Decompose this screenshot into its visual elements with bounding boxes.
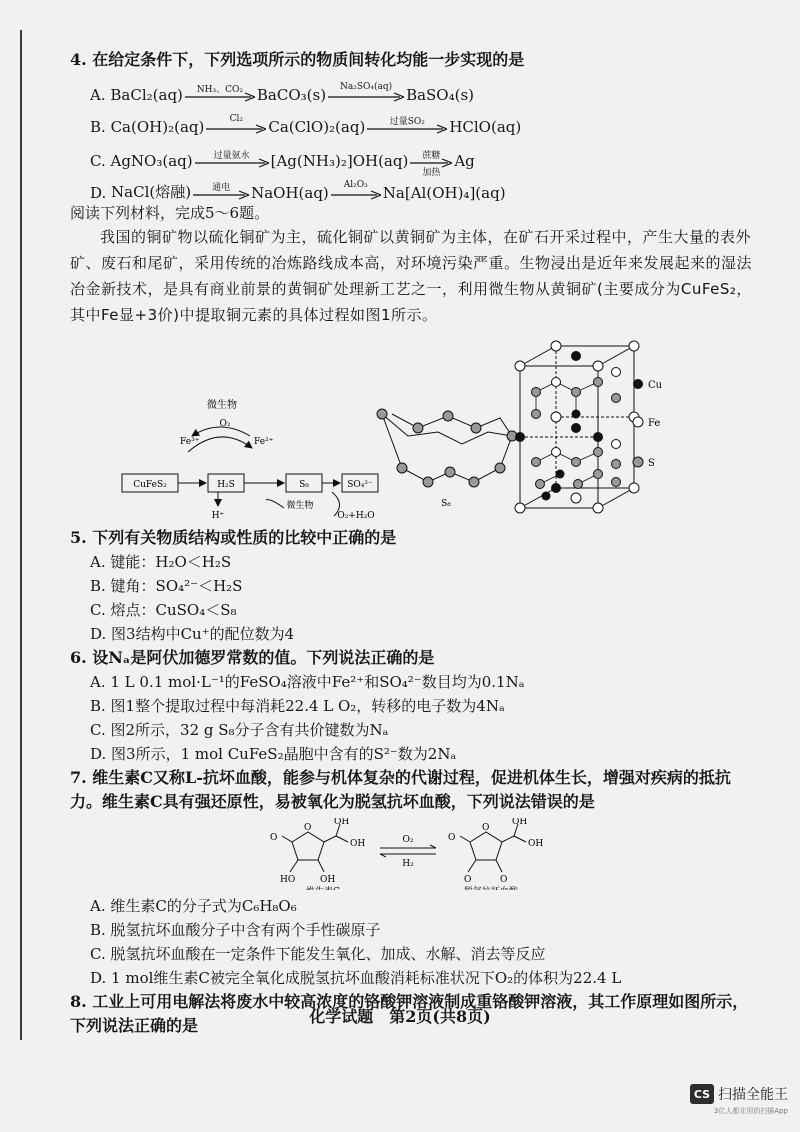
svg-text:HO: HO bbox=[280, 875, 296, 885]
exam-page bbox=[70, 48, 760, 1038]
svg-text:OH: OH bbox=[334, 818, 350, 827]
svg-text:O₂: O₂ bbox=[219, 419, 231, 429]
product: HClO(aq) bbox=[449, 118, 522, 136]
svg-text:OH: OH bbox=[350, 839, 366, 849]
reading-paragraph: 我国的铜矿物以硫化铜矿为主，硫化铜矿以黄铜矿为主体，在矿石开采过程中，产生大量的表外矿、废石和尾矿，采用传统的冶炼路线成本高，对环境污染严重。生物浸出是近年来发展起来的湿法冶金新技术，是具有商业前景的黄铜矿处理新工艺之一，利用微生物从黄铜矿(主要成分为CuFeS₂，其中Fe显+3价)中提取铜元素的具体过程如图1所示。 bbox=[70, 228, 753, 324]
page-footer: 化学试题 第2页(共8页) bbox=[309, 1007, 491, 1026]
camscanner-tagline: 3亿人都在用的扫描App bbox=[713, 1107, 788, 1115]
svg-text:SO₄²⁻: SO₄²⁻ bbox=[347, 480, 373, 490]
svg-text:O: O bbox=[304, 823, 312, 833]
svg-text:O: O bbox=[270, 833, 278, 843]
q4-option-b: B. Ca(OH)₂(aq) Cl₂ Ca(ClO)₂(aq) 过量SO₂ HClO(aq) bbox=[90, 114, 522, 136]
q5-option-b: B. 键角：SO₄²⁻＜H₂S bbox=[90, 577, 243, 595]
reactant: AgNO₃(aq) bbox=[110, 152, 193, 170]
svg-text:H₂: H₂ bbox=[402, 859, 414, 869]
svg-text:S₈: S₈ bbox=[299, 480, 309, 490]
svg-text:微生物: 微生物 bbox=[207, 400, 237, 411]
reactant: Ca(OH)₂(aq) bbox=[110, 118, 205, 136]
q4-option-d: D. NaCl(熔融) 通电 NaOH(aq) Al₂O₃ Na[Al(OH)₄](aq) bbox=[90, 180, 506, 202]
q5-option-c: C. 熔点：CuSO₄＜S₈ bbox=[90, 601, 237, 619]
figure-2-s8-ring bbox=[377, 409, 517, 509]
svg-text:CuFeS₂: CuFeS₂ bbox=[133, 480, 167, 490]
svg-text:OH: OH bbox=[528, 839, 544, 849]
figure-3-crystal-cell bbox=[515, 341, 639, 513]
q4-option-a: A. BaCl₂(aq) NH₃、CO₂ BaCO₃(s) Na₂SO₄(aq) BaSO₄(s) bbox=[90, 82, 475, 104]
vitamin-c-reaction-figure bbox=[70, 818, 760, 890]
figures-row bbox=[70, 332, 760, 522]
figure-1-flow-diagram bbox=[122, 398, 378, 521]
intermediate: BaCO₃(s) bbox=[256, 86, 327, 104]
q4-option-c: C. AgNO₃(aq) 过量氨水 [Ag(NH₃)₂]OH(aq) 蔗糖 加热 Ag bbox=[90, 151, 475, 178]
svg-text:微生物: 微生物 bbox=[286, 501, 314, 511]
q4-stem: 4. 在给定条件下，下列选项所示的物质间转化均能一步实现的是 bbox=[70, 50, 525, 69]
svg-text:Fe²⁺: Fe²⁺ bbox=[254, 437, 274, 447]
reaction-arrow: Na₂SO₄(aq) bbox=[328, 84, 404, 104]
svg-text:Fe³⁺: Fe³⁺ bbox=[180, 437, 200, 447]
vitamin-c-structure bbox=[282, 824, 348, 872]
q7-option-b: B. 脱氢抗坏血酸分子中含有两个手性碳原子 bbox=[90, 921, 381, 939]
q6-option-d: D. 图3所示，1 mol CuFeS₂晶胞中含有的S²⁻数为2Nₐ bbox=[90, 745, 457, 763]
svg-text:O: O bbox=[464, 875, 472, 885]
reaction-arrow: 通电 bbox=[193, 182, 249, 202]
product: Ag bbox=[454, 152, 475, 170]
svg-text:Fe: Fe bbox=[648, 418, 661, 429]
svg-text:O: O bbox=[500, 875, 508, 885]
svg-text:O₂+H₂O: O₂+H₂O bbox=[337, 511, 375, 521]
intermediate: NaOH(aq) bbox=[251, 184, 329, 202]
dehydroascorbic-acid-structure bbox=[460, 824, 526, 872]
q5-option-a: A. 键能：H₂O＜H₂S bbox=[90, 553, 232, 571]
reaction-arrow: 过量SO₂ bbox=[367, 116, 447, 136]
svg-text:O: O bbox=[448, 833, 456, 843]
q7-option-d: D. 1 mol维生素C被完全氧化成脱氢抗坏血酸消耗标准状况下O₂的体积为22.4 L bbox=[90, 969, 622, 987]
svg-text:OH: OH bbox=[512, 818, 528, 827]
reaction-arrow: 过量氨水 bbox=[195, 150, 269, 170]
q6-stem: 6. 设Nₐ是阿伏加德罗常数的值。下列说法正确的是 bbox=[70, 648, 435, 667]
product: Na[Al(OH)₄](aq) bbox=[382, 184, 506, 202]
svg-text:S: S bbox=[648, 458, 655, 469]
svg-text:维生素C bbox=[306, 885, 340, 890]
camscanner-logo-icon: CS bbox=[690, 1084, 714, 1104]
reactant: BaCl₂(aq) bbox=[110, 86, 183, 104]
camscanner-name: 扫描全能王 bbox=[718, 1087, 788, 1103]
page-edge-line bbox=[20, 30, 22, 1040]
q5-stem: 5. 下列有关物质结构或性质的比较中正确的是 bbox=[70, 528, 397, 547]
svg-text:H⁺: H⁺ bbox=[211, 511, 225, 521]
q7-stem: 7. 维生素C又称L-抗坏血酸，能参与机体复杂的代谢过程，促进机体生长，增强对疾病的抵抗力。维生素C具有强还原性，易被氧化为脱氢抗坏血酸，下列说法错误的是 bbox=[70, 768, 731, 811]
reaction-arrow: NH₃、CO₂ bbox=[185, 84, 255, 104]
scanner-watermark bbox=[690, 1084, 788, 1115]
vitamin-c-structures bbox=[70, 818, 760, 890]
q8-stem: 8. 工业上可用电解法将废水中较高浓度的铬酸钾溶液制成重铬酸钾溶液，其工作原理如图所示，下列说法正确的是 bbox=[70, 992, 749, 1035]
svg-text:Cu: Cu bbox=[648, 380, 663, 391]
reaction-arrow: 蔗糖 加热 bbox=[410, 150, 452, 170]
figures-svg bbox=[70, 332, 760, 522]
svg-text:脱氢抗坏血酸 bbox=[464, 885, 519, 890]
svg-text:O: O bbox=[482, 823, 490, 833]
svg-text:OH: OH bbox=[320, 875, 336, 885]
svg-text:S₈: S₈ bbox=[441, 499, 451, 509]
intermediate: [Ag(NH₃)₂]OH(aq) bbox=[270, 152, 409, 170]
reading-intro: 阅读下列材料，完成5～6题。 bbox=[70, 204, 270, 222]
product: BaSO₄(s) bbox=[406, 86, 475, 104]
figure-3-legend bbox=[633, 379, 663, 469]
reaction-arrow: Al₂O₃ bbox=[331, 182, 381, 202]
reaction-arrow: Cl₂ bbox=[206, 116, 266, 136]
reactant: NaCl(熔融) bbox=[111, 183, 192, 201]
q5-option-d: D. 图3结构中Cu⁺的配位数为4 bbox=[90, 625, 295, 643]
q6-option-a: A. 1 L 0.1 mol·L⁻¹的FeSO₄溶液中Fe²⁺和SO₄²⁻数目均为0.1Nₐ bbox=[90, 673, 525, 691]
equilibrium-arrows bbox=[380, 845, 436, 857]
svg-text:O₂: O₂ bbox=[402, 835, 414, 845]
svg-text:H₂S: H₂S bbox=[217, 480, 235, 490]
q6-option-b: B. 图1整个提取过程中每消耗22.4 L O₂，转移的电子数为4Nₐ bbox=[90, 697, 505, 715]
q6-option-c: C. 图2所示，32 g S₈分子含有共价键数为Nₐ bbox=[90, 721, 389, 739]
q7-option-c: C. 脱氢抗坏血酸在一定条件下能发生氧化、加成、水解、消去等反应 bbox=[90, 945, 546, 963]
q7-option-a: A. 维生素C的分子式为C₆H₈O₆ bbox=[90, 897, 297, 915]
intermediate: Ca(ClO)₂(aq) bbox=[268, 118, 366, 136]
